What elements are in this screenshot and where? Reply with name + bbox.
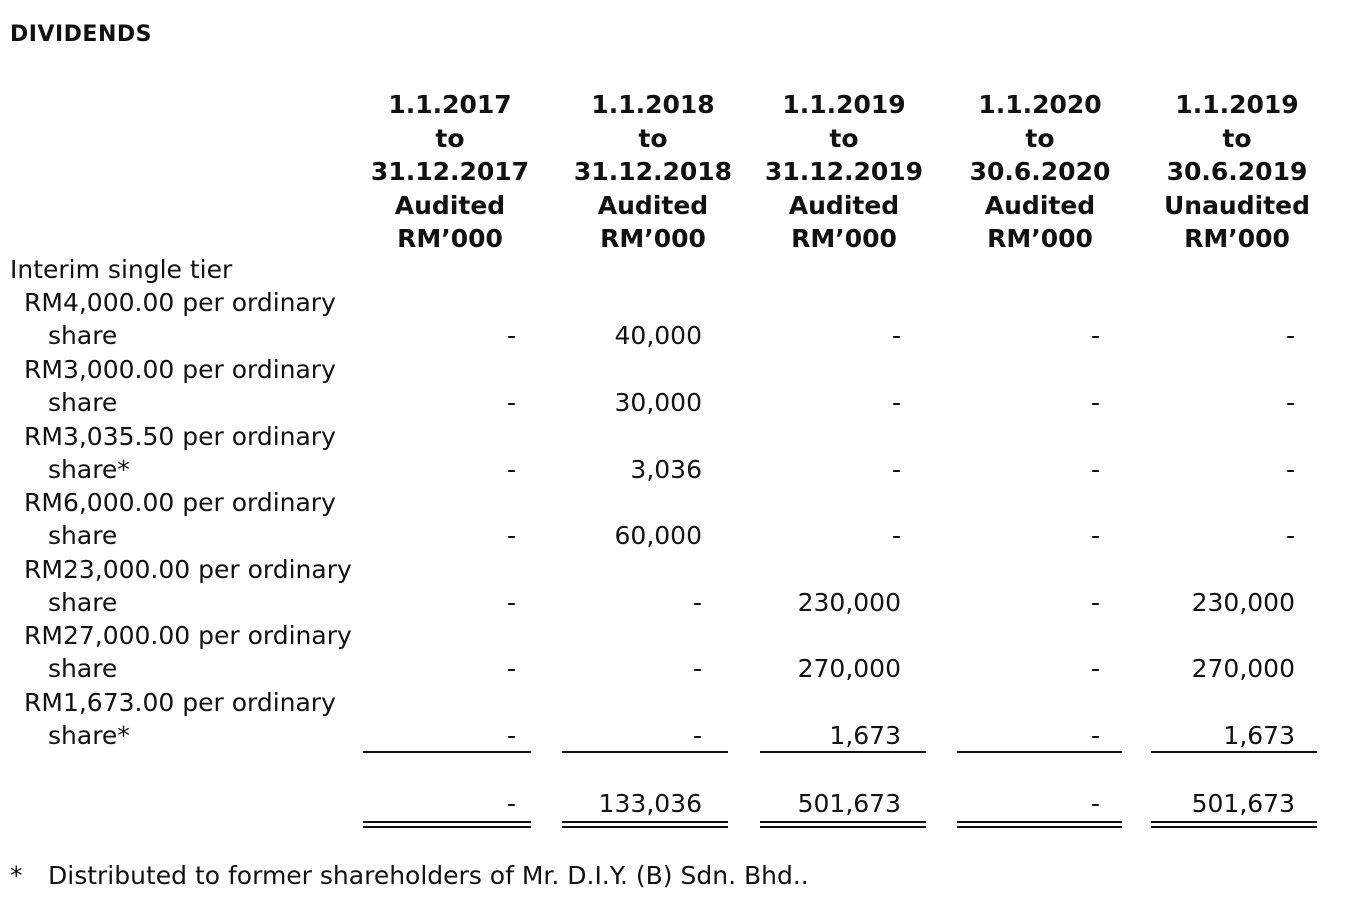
value-cell: 40,000 [614, 321, 702, 350]
footnote-marker: * [10, 861, 23, 890]
subtotal-rule-5 [1151, 751, 1317, 753]
value-cell: - [1090, 654, 1100, 683]
value-cell: 230,000 [797, 588, 901, 617]
page-title: DIVIDENDS [10, 22, 152, 47]
value-cell: - [506, 721, 516, 750]
value-cell: - [1090, 321, 1100, 350]
value-cell: - [891, 455, 901, 484]
value-cell: 3,036 [630, 455, 702, 484]
value-cell: - [1285, 521, 1295, 550]
value-cell: - [692, 588, 702, 617]
footnote-text: Distributed to former shareholders of Mr. D.I.Y. (B) Sdn. Bhd.. [48, 861, 809, 890]
value-cell: - [506, 455, 516, 484]
value-cell: 270,000 [797, 654, 901, 683]
value-cell: - [506, 588, 516, 617]
row-label-4: RM6,000.00 per ordinary share [24, 488, 336, 550]
row-label-5: RM23,000.00 per ordinary share [24, 555, 352, 617]
value-cell: 30,000 [614, 388, 702, 417]
value-cell: - [1285, 455, 1295, 484]
subtotal-rule-1 [363, 751, 531, 753]
row-label-7: RM1,673.00 per ordinary share* [24, 688, 336, 750]
total-cell: 133,036 [598, 789, 702, 818]
value-cell: - [1090, 721, 1100, 750]
column-header-2: 1.1.2018 to 31.12.2018 Audited RM’000 [573, 90, 733, 253]
column-header-1: 1.1.2017 to 31.12.2017 Audited RM’000 [370, 90, 530, 253]
total-double-rule-5 [1151, 821, 1317, 828]
value-cell: - [891, 521, 901, 550]
value-cell: 1,673 [829, 721, 901, 750]
total-cell: 501,673 [797, 789, 901, 818]
row-label-2: RM3,000.00 per ordinary share [24, 355, 336, 417]
column-header-4: 1.1.2020 to 30.6.2020 Audited RM’000 [969, 90, 1111, 253]
total-double-rule-3 [760, 821, 926, 828]
value-cell: - [1090, 388, 1100, 417]
value-cell: - [1090, 521, 1100, 550]
value-cell: - [1090, 455, 1100, 484]
value-cell: 1,673 [1223, 721, 1295, 750]
total-double-rule-4 [957, 821, 1122, 828]
row-label-3: RM3,035.50 per ordinary share* [24, 422, 336, 484]
total-double-rule-1 [363, 821, 531, 828]
value-cell: - [1285, 388, 1295, 417]
subtotal-rule-2 [562, 751, 728, 753]
value-cell: - [891, 321, 901, 350]
subtotal-rule-3 [760, 751, 926, 753]
row-label-1: RM4,000.00 per ordinary share [24, 288, 336, 350]
column-header-5: 1.1.2019 to 30.6.2019 Unaudited RM’000 [1163, 90, 1311, 253]
total-cell: 501,673 [1191, 789, 1295, 818]
value-cell: - [692, 721, 702, 750]
value-cell: 270,000 [1191, 654, 1295, 683]
value-cell: - [1285, 321, 1295, 350]
total-double-rule-2 [562, 821, 728, 828]
footnote [10, 860, 809, 892]
value-cell: - [891, 388, 901, 417]
column-header-3: 1.1.2019 to 31.12.2019 Audited RM’000 [764, 90, 924, 253]
value-cell: - [692, 654, 702, 683]
subtotal-rule-4 [957, 751, 1122, 753]
value-cell: - [506, 654, 516, 683]
total-cell: - [506, 789, 516, 818]
value-cell: 60,000 [614, 521, 702, 550]
section-label: Interim single tier [10, 255, 233, 284]
value-cell: - [1090, 588, 1100, 617]
total-cell: - [1090, 789, 1100, 818]
value-cell: - [506, 521, 516, 550]
value-cell: - [506, 388, 516, 417]
value-cell: - [506, 321, 516, 350]
value-cell: 230,000 [1191, 588, 1295, 617]
row-label-6: RM27,000.00 per ordinary share [24, 621, 352, 683]
